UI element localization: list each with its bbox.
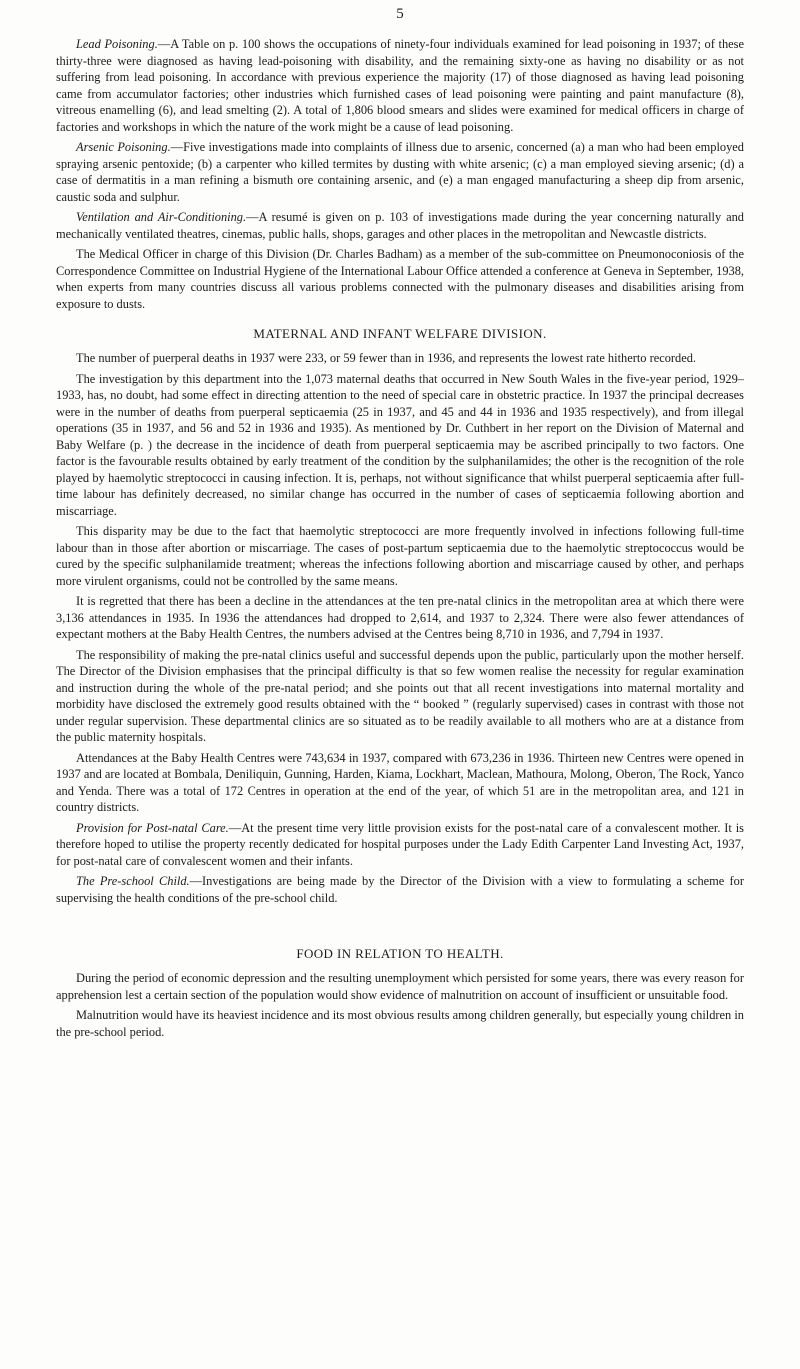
pre-school-child-title: The Pre-school Child. bbox=[76, 874, 190, 888]
post-natal-care-title: Provision for Post-natal Care. bbox=[76, 820, 229, 835]
maternal-paragraph: Attendances at the Baby Health Centres were 743,634 in 1937, compared with 673,236 in 1936. Thirteen new Centres were opened in 1937 and are located at Bombala, Deniliquin, Gunning, Harden, Kiama, Lockhart, Maclean, Mathoura, Molong, Oberon, The Rock, Yanco and Yenda. There was a total of 172 Centres in operation at the end of the year, of which 51 are in the metropolitan area, and 121 in country districts. bbox=[56, 750, 744, 814]
lead-poisoning-paragraph bbox=[56, 36, 744, 135]
arsenic-poisoning-title: Arsenic Poisoning. bbox=[76, 140, 171, 154]
page-number: 5 bbox=[396, 6, 404, 22]
page-content bbox=[56, 36, 744, 1044]
lead-poisoning-title: Lead Poisoning. bbox=[76, 37, 158, 51]
food-health-heading: FOOD IN RELATION TO HEALTH. bbox=[296, 946, 504, 961]
food-paragraph: During the period of economic depression and the resulting unemployment which persisted for some years, there was every reason for apprehension lest a certain section of the population would show evidence of malnutrition on account of insufficient or unsuitable food. bbox=[56, 971, 744, 1002]
food-paragraph: Malnutrition would have its heaviest incidence and its most obvious results among children generally, but especially young children in the pre-school period. bbox=[56, 1008, 744, 1039]
maternal-paragraph: The investigation by this department into the 1,073 maternal deaths that occurred in New South Wales in the five-year period, 1929–1933, has, no doubt, had some effect in directing attention to the need of special care in obstetric practice. In 1937 the principal decreases were in the number of deaths from puerperal septicaemia (25 in 1937, and 45 and 44 in 1936 and 1935 respectively), and from illegal operations (35 in 1937, and 56 and 52 in 1936 and 1935). As mentioned by Dr. Cuthbert in her report on the Division of Maternal and Baby Welfare (p. ) the decrease in the incidence of death from puerperal septicaemia may be ascribed principally to two factors. One factor is the favourable results obtained by early treatment of the condition by the sulphanilamides; the other is the recognition of the role played by haemolytic streptococci in causing infection. It is, perhaps, not without significance that whilst puerperal septicaemia after full-time labour has definitely decreased, no similar change has occurred in the number of cases of septicaemia following abortion and miscarriage. bbox=[56, 371, 744, 518]
arsenic-poisoning-text: —Five investigations made into complaints of illness due to arsenic, concerned (a) a man who had been employed spraying arsenic pentoxide; (b) a carpenter who killed termites by dusting with white arsenic; (c) a man employed sieving arsenic; (d) a case of dermatitis in a man refining a bismuth ore containing arsenic, and (e) a man engaged manufacturing a sheep dip from arsenic, caustic soda and sulphur. bbox=[56, 140, 744, 204]
arsenic-poisoning-paragraph bbox=[56, 139, 744, 205]
maternal-welfare-heading: MATERNAL AND INFANT WELFARE DIVISION. bbox=[253, 326, 547, 341]
ventilation-title: Ventilation and Air-Conditioning. bbox=[76, 210, 247, 224]
post-natal-care-text: —At the present time very little provision exists for the post-natal care of a convalescent mother. It is therefore hoped to utilise the property recently dedicated for hospital purposes under the Lady Edith Carpenter Land Investing Act, 1937, for post-natal care of convalescent women and their infants. bbox=[56, 820, 744, 868]
maternal-paragraph: This disparity may be due to the fact that haemolytic streptococci are more frequently involved in infections following full-time labour than in those after abortion or miscarriage. The cases of post-partum septicaemia due to the haemolytic streptococcus would be cured by the specific sulphanilamide treatment; whereas the infections following abortion and miscarriage caused by other, and perhaps more virulent organisms, could not be controlled by the same means. bbox=[56, 524, 744, 588]
lead-poisoning-text: —A Table on p. 100 shows the occupations of ninety-four individuals examined for lead poisoning in 1937; of these thirty-three were diagnosed as having lead-poisoning with disability, and the remaining sixty-one as having no disability or as not suffering from lead poisoning. In accordance with previous experience the majority (17) of those diagnosed as having lead poisoning came from accumulator factories; other industries which furnished cases of lead poisoning were painting and paint manufacture (8), vitreous enamelling (6), and lead smelting (2). A total of 1,806 blood smears and slides were examined for medical officers in charge of factories and workshops in which the nature of the work might be a cause of lead poisoning. bbox=[56, 37, 744, 134]
maternal-paragraph: It is regretted that there has been a decline in the attendances at the ten pre-natal clinics in the metropolitan area at which there were 3,136 attendances in 1935. In 1936 the attendances had dropped to 2,614, and 1937 to 2,324. There were also fewer attendances of expectant mothers at the Baby Health Centres, the numbers advised at the Centres being 8,710 in 1936, and 7,794 in 1937. bbox=[56, 594, 744, 641]
ventilation-paragraph bbox=[56, 209, 744, 242]
pre-school-child-paragraph bbox=[56, 873, 744, 906]
maternal-paragraph: The number of puerperal deaths in 1937 were 233, or 59 fewer than in 1936, and represents the lowest rate hitherto recorded. bbox=[76, 351, 697, 365]
maternal-paragraph: The responsibility of making the pre-natal clinics useful and successful depends upon the public, particularly upon the mother herself. The Director of the Division emphasises that the principal difficulty is that so few women realise the necessity for regular examination and instruction during the whole of the pre-natal period; and she points out that all recent investigations into maternal mortality and morbidity have disclosed the extremely good results obtained with the “ booked ” (regularly supervised) cases in contrast with those not under regular supervision. These departmental clinics are so situated as to be readily available to all mothers who are at a distance from the public maternity hospitals. bbox=[56, 647, 744, 744]
medical-officer-paragraph: The Medical Officer in charge of this Division (Dr. Charles Badham) as a member of the sub-committee on Pneumonoconiosis of the Correspondence Committee on Industrial Hygiene of the International Labour Office attended a conference at Geneva in September, 1938, when experts from many countries discuss all various problems connected with the pulmonary diseases and disabilities arising from exposure to dusts. bbox=[56, 247, 744, 311]
post-natal-care-paragraph bbox=[56, 820, 744, 870]
pre-school-child-text: —Investigations are being made by the Director of the Division with a view to formulating a scheme for supervising the health conditions of the pre-school child. bbox=[56, 874, 744, 905]
ventilation-text: —A resumé is given on p. 103 of investigations made during the year concerning naturally and mechanically ventilated theatres, cinemas, public halls, shops, garages and other places in the metropolitan and Newcastle districts. bbox=[56, 210, 744, 241]
